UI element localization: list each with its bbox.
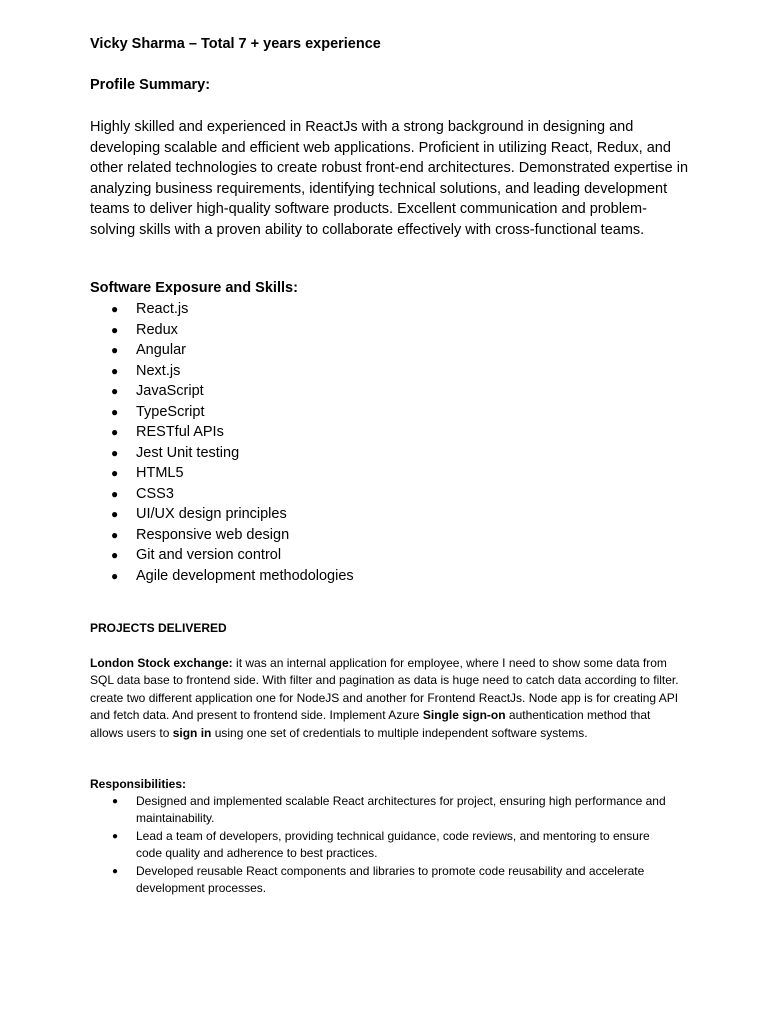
list-item	[0, 361, 768, 382]
projects-heading: PROJECTS DELIVERED	[90, 621, 227, 635]
resume-title: Vicky Sharma – Total 7 + years experience	[90, 36, 381, 52]
project-bold-term: Single sign-on	[422, 708, 506, 723]
profile-summary-heading: Profile Summary:	[90, 77, 211, 93]
list-item	[0, 422, 768, 443]
skill-label: React.js	[136, 301, 189, 317]
bullet-icon: ●	[111, 527, 119, 542]
skill-label: Agile development methodologies	[136, 567, 354, 584]
list-item	[0, 828, 676, 863]
bullet-icon: ●	[111, 548, 119, 562]
responsibility-text: Developed reusable React components and libraries to promote code reusability and accelerate development processes.	[136, 863, 645, 896]
list-item	[0, 320, 768, 341]
bullet-icon: ●	[111, 302, 119, 316]
bullet-icon: ●	[111, 384, 119, 398]
skill-label: Responsive web design	[136, 526, 290, 543]
list-item	[0, 381, 768, 402]
skill-label: Angular	[136, 342, 186, 358]
bullet-icon: ●	[111, 507, 119, 521]
skill-label: Next.js	[136, 362, 181, 379]
skill-label: Redux	[136, 321, 178, 338]
bullet-icon: ●	[111, 466, 119, 480]
bullet-icon: ●	[111, 322, 119, 337]
project-text: it was an internal application for employee, where I need to show some data from SQL data base to frontend side. With filter and pagination as data is huge need to catch data according to filter. create two different application one for NodeJS and another for Frontend ReactJs. Node app is for creating API and fetch data. And present to frontend side. Implement Azure	[90, 656, 679, 723]
list-item	[0, 402, 768, 423]
responsibility-text: Designed and implemented scalable React architectures for project, ensuring high performance and maintainability.	[136, 794, 666, 826]
skill-label: Jest Unit testing	[136, 444, 240, 461]
skill-label: RESTful APIs	[136, 424, 224, 440]
bullet-icon: ●	[111, 445, 119, 460]
project-bold-term: sign in	[172, 725, 212, 740]
skill-label: UI/UX design principles	[136, 506, 287, 522]
list-item	[0, 793, 676, 828]
skills-list	[0, 299, 768, 586]
responsibility-text: Lead a team of developers, providing technical guidance, code reviews, and mentoring to ensure code quality and adherence to best practices.	[136, 828, 650, 861]
skill-label: TypeScript	[136, 403, 205, 420]
bullet-icon: ●	[112, 865, 119, 877]
bullet-icon: ●	[111, 404, 119, 419]
list-item	[0, 340, 768, 361]
list-item	[0, 525, 768, 546]
list-item	[0, 484, 768, 505]
skills-heading: Software Exposure and Skills:	[90, 280, 298, 296]
list-item	[0, 299, 768, 320]
bullet-icon: ●	[111, 363, 119, 378]
list-item	[0, 545, 768, 566]
skill-label: CSS3	[136, 485, 174, 502]
bullet-icon: ●	[111, 343, 119, 357]
project-text: using one set of credentials to multiple independent software systems.	[211, 725, 588, 740]
bullet-icon: ●	[112, 796, 119, 807]
bullet-icon: ●	[111, 486, 119, 501]
responsibilities-list	[0, 793, 768, 897]
bullet-icon: ●	[111, 425, 119, 439]
list-item	[0, 566, 768, 587]
skill-label: HTML5	[136, 465, 184, 481]
project-name: London Stock exchange:	[90, 656, 233, 670]
project-description	[90, 655, 682, 742]
project-text: authentication method that allows users to	[90, 708, 651, 740]
bullet-icon: ●	[112, 830, 119, 842]
skill-label: JavaScript	[136, 383, 204, 399]
list-item	[0, 863, 676, 898]
skill-label: Git and version control	[136, 547, 282, 563]
profile-summary-text: Highly skilled and experienced in ReactJs with a strong background in designing and developing scalable and efficient web applications. Proficient in utilizing React, Redux, and other related technologies to create robust front-end architectures. Demonstrated expertise in analyzing business requirements, identifying technical solutions, and leading development teams to deliver high-quality software products. Excellent communication and problem-solving skills with a proven ability to collaborate effectively with cross-functional teams.	[90, 119, 689, 238]
list-item	[0, 463, 768, 484]
list-item	[0, 504, 768, 525]
responsibilities-heading: Responsibilities:	[90, 777, 187, 791]
list-item	[0, 443, 768, 464]
bullet-icon: ●	[111, 568, 119, 583]
